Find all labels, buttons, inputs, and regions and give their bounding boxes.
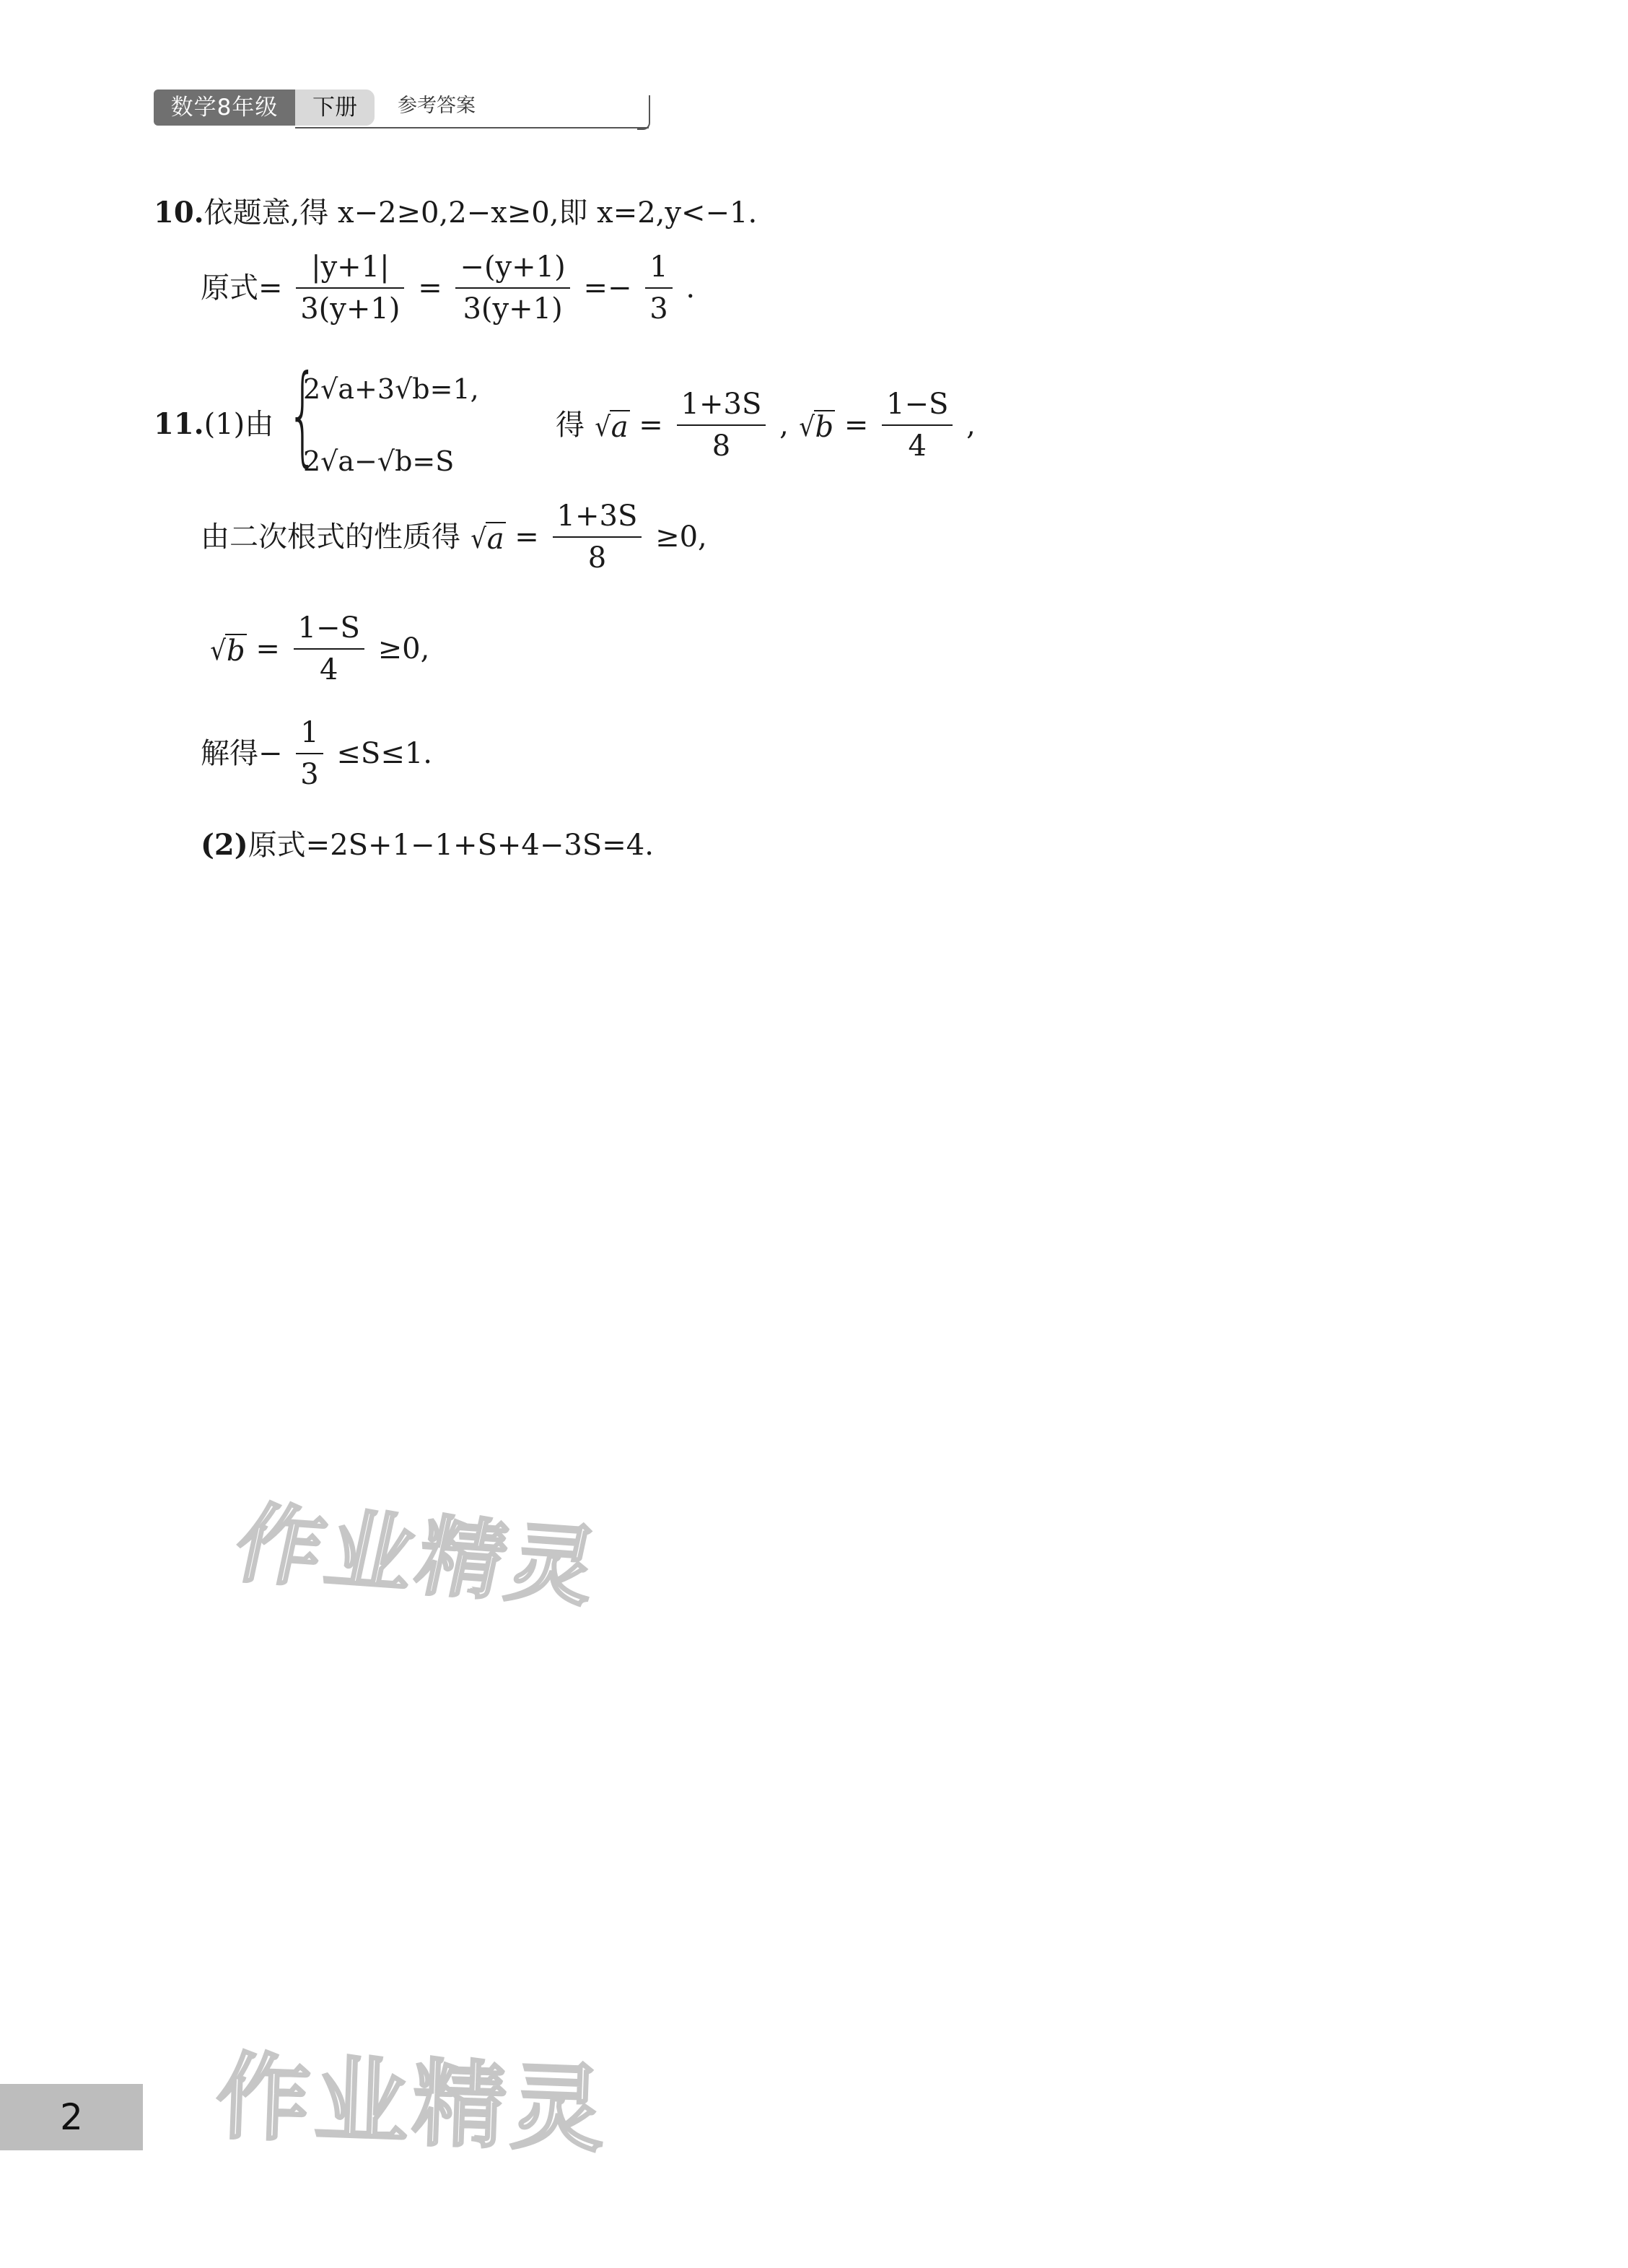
sb-equals: = [844,409,869,442]
watermark-lower: 作业精灵 [214,2041,611,2165]
volume-label: 下册 [295,90,375,126]
subject-label: 数学8年级 [154,90,295,126]
q11-line5 [201,829,654,860]
sb-comma: , [966,409,976,442]
sa-equals: = [639,409,663,442]
line2-fraction: $\frac{1+3S}{8}$ [553,502,642,572]
system-brace: { [287,352,318,478]
line3-equals: = [255,632,280,666]
line5-text: 原式=2S+1−1+S+4−3S=4. [248,829,654,862]
q11-line2 [201,500,707,575]
sb-fraction: $\frac{1-S}{4}$ [882,390,953,461]
line2-prefix: 由二次根式的性质得 [201,520,460,554]
page-number: 2 [0,2084,143,2150]
sqrt-a-2: √ a [470,522,504,556]
sqrt-a: √ a [594,410,629,444]
q10-line1 [154,196,758,230]
q10-prefix: 原式= [201,271,283,305]
sqrt-b-2: √ b [210,634,245,668]
q10-text: 依题意,得 x−2≥0,2−x≥0,即 x=2,y<−1. [204,196,758,230]
line4-suffix: ≤S≤1. [336,737,433,770]
q10-fraction-1: $\frac{|y+1|}{3(y+1)}$ [296,253,404,323]
header-rule [295,127,649,128]
line3-suffix: ≥0, [377,632,430,666]
q11-label [154,408,273,439]
q11-de: 得 [556,409,585,442]
q10-fraction-2: $\frac{-(y+1)}{3(y+1)}$ [455,253,569,323]
q10-line2 [201,250,696,326]
line4-fraction: $\frac{1}{3}$ [296,718,323,789]
line4-prefix: 解得− [201,737,283,770]
section-label: 参考答案 [398,95,476,117]
line2-suffix: ≥0, [655,520,707,554]
header-hook [637,95,650,130]
q10-equals-2: =− [583,271,632,305]
q10-fraction-3: $\frac{1}{3}$ [645,253,672,323]
sqrt-b: √ b [798,410,834,444]
q11-part2: (2) [201,828,248,862]
q11-line4 [201,718,432,789]
line2-equals: = [515,520,539,554]
watermark-upper: 作业精灵 [226,1494,610,1619]
q11-part1: (1) [204,408,245,441]
system-row-2: 2√a−√b=S [303,445,455,477]
q11-number: 11. [154,407,204,441]
system-row-1: 2√a+3√b=1, [303,373,479,405]
q11-you: 由 [245,408,274,441]
sa-fraction: $\frac{1+3S}{8}$ [677,390,766,461]
line3-fraction: $\frac{1-S}{4}$ [294,614,364,684]
q10-equals: = [418,271,442,305]
q11-line3 [209,611,430,686]
q11-result [556,390,976,461]
sa-comma: , [779,409,789,442]
q10-number: 10. [154,196,204,230]
q10-end: . [686,271,696,305]
